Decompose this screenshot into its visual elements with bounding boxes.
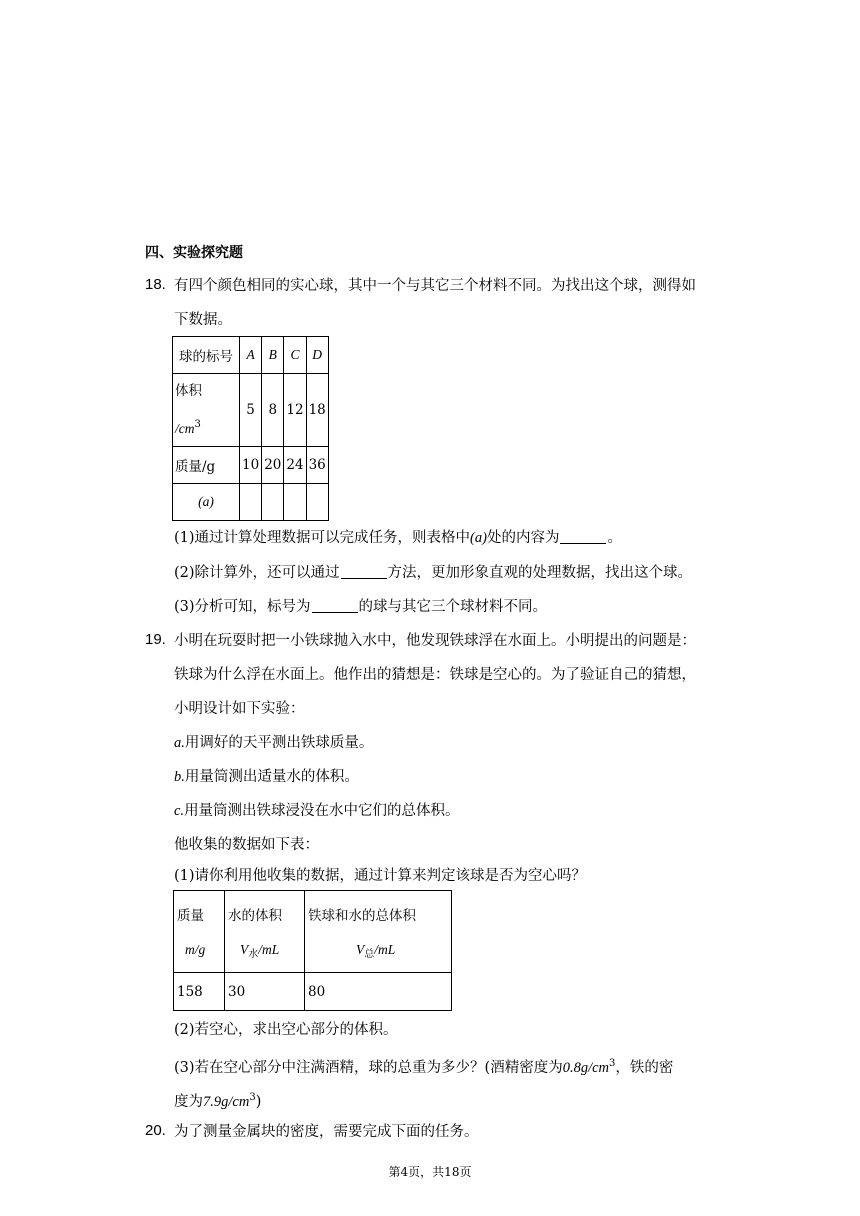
- table-header-label: 球的标号: [173, 337, 240, 374]
- mass-header-unit: m/g: [185, 942, 206, 957]
- step-b-text: 用量筒测出适量水的体积。: [184, 769, 359, 785]
- q19-sub3-line2: [174, 1088, 261, 1112]
- volume-label: 体积: [175, 383, 202, 399]
- water-volume-value: 30: [225, 973, 305, 1011]
- mass-cell: 20: [262, 447, 284, 484]
- q18-sub1-text2: 处的内容为: [486, 530, 560, 546]
- q18-sub1-text: (1)通过计算处理数据可以完成任务，则表格中: [174, 530, 471, 546]
- answer-blank[interactable]: [341, 564, 387, 579]
- q18-sub2-text2: 方法，更加形象直观的处理数据，找出这个球。: [387, 565, 693, 581]
- row-a-label: (a): [173, 484, 240, 521]
- answer-blank[interactable]: [560, 529, 606, 544]
- iron-ball-data-table: [173, 890, 452, 1011]
- mass-cell: 24: [284, 447, 306, 484]
- mass-value: 158: [174, 973, 225, 1011]
- q19-sub3-text: (3)若在空心部分中注满酒精，球的总重为多少？(酒精密度为: [174, 1060, 563, 1076]
- total-volume-sub: 总: [364, 949, 375, 960]
- q19-line3: 小明设计如下实验：: [174, 701, 305, 717]
- q19-line1: 小明在玩耍时把一小铁球抛入水中，他发现铁球浮在水面上。小明提出的问题是：: [174, 633, 696, 649]
- q20-text: 为了测量金属块的密度，需要完成下面的任务。: [174, 1124, 479, 1140]
- water-volume-header: [225, 891, 305, 973]
- question-number-20: 20.: [145, 1122, 166, 1139]
- mass-header: [174, 891, 225, 973]
- q18-sub2-text: (2)除计算外，还可以通过: [174, 565, 340, 581]
- q19-sub3-line2-pre: 度为: [174, 1094, 203, 1110]
- q18-sub3-text: (3)分析可知，标号为: [174, 599, 311, 615]
- ball-data-table: [172, 336, 329, 521]
- empty-cell: [284, 484, 306, 521]
- q18-sub1-a: (a): [470, 530, 487, 546]
- table-col-d: D: [306, 337, 328, 374]
- water-volume-symbol: V: [240, 942, 249, 957]
- q18-sub3-text2: 的球与其它三个球材料不同。: [358, 599, 548, 615]
- empty-cell: [240, 484, 262, 521]
- volume-cell: 8: [262, 374, 284, 447]
- q19-sub1: (1)请你利用他收集的数据，通过计算来判定该球是否为空心吗？: [174, 868, 587, 884]
- step-a-text: 用调好的天平测出铁球质量。: [184, 735, 374, 751]
- q18-sub3: [174, 597, 547, 617]
- water-volume-sub: 水: [248, 949, 259, 960]
- volume-unit-sup: 3: [194, 419, 201, 430]
- mass-cell: 36: [306, 447, 328, 484]
- mass-cell: 10: [240, 447, 262, 484]
- q19-step-a: [174, 733, 373, 753]
- table-col-a: A: [240, 337, 262, 374]
- step-c-text: 用量筒测出铁球浸没在水中它们的总体积。: [184, 803, 460, 819]
- q19-sub3-line2-end: ): [255, 1094, 262, 1110]
- volume-unit: /cm: [175, 421, 195, 436]
- q19-line2: 铁球为什么浮在水面上。他作出的猜想是：铁球是空心的。为了验证自己的猜想，: [174, 667, 696, 683]
- page-footer: 第4页，共18页: [388, 1165, 472, 1179]
- q18-sub1: [174, 528, 622, 548]
- step-b-label: b.: [174, 769, 185, 785]
- density-sup: 3: [249, 1092, 256, 1103]
- q18-sub2: [174, 563, 692, 583]
- empty-cell: [306, 484, 328, 521]
- volume-cell: 12: [284, 374, 306, 447]
- water-volume-label: 水的体积: [228, 908, 282, 924]
- q19-step-b: [174, 767, 359, 787]
- question-number-19: 19.: [145, 631, 166, 648]
- volume-cell: 18: [306, 374, 328, 447]
- total-volume-header: [305, 891, 452, 973]
- water-volume-unit: /mL: [258, 942, 280, 957]
- step-a-label: a.: [174, 735, 185, 751]
- q19-sub3-line1: [174, 1054, 673, 1078]
- table-col-b: B: [262, 337, 284, 374]
- q18-stem-line1: 有四个颜色相同的实心球，其中一个与其它三个材料不同。为找出这个球，测得如: [174, 278, 696, 294]
- q19-step-c: [174, 801, 460, 821]
- total-volume-label: 铁球和水的总体积: [308, 908, 416, 924]
- q19-sub3-mid: ，铁的密: [615, 1060, 674, 1076]
- q18-stem-line2: 下数据。: [174, 312, 232, 328]
- density-sup: 3: [609, 1058, 616, 1069]
- alcohol-density: 0.8g/cm: [562, 1060, 610, 1076]
- iron-density: 7.9g/cm: [203, 1094, 250, 1110]
- mass-header-label: 质量: [177, 908, 204, 924]
- q18-sub1-end: 。: [607, 530, 622, 546]
- question-number-18: 18.: [145, 276, 166, 293]
- q19-sub2: (2)若空心，求出空心部分的体积。: [174, 1022, 398, 1038]
- volume-row-label: [173, 374, 240, 447]
- total-volume-symbol: V: [356, 942, 365, 957]
- section-title: 四、实验探究题: [145, 245, 243, 261]
- answer-blank[interactable]: [312, 598, 358, 613]
- total-volume-unit: /mL: [374, 942, 396, 957]
- step-c-label: c.: [174, 803, 185, 819]
- total-volume-value: 80: [305, 973, 452, 1011]
- volume-cell: 5: [240, 374, 262, 447]
- empty-cell: [262, 484, 284, 521]
- table-col-c: C: [284, 337, 306, 374]
- mass-row-label: 质量/g: [173, 447, 240, 484]
- q19-collect: 他收集的数据如下表：: [174, 837, 319, 853]
